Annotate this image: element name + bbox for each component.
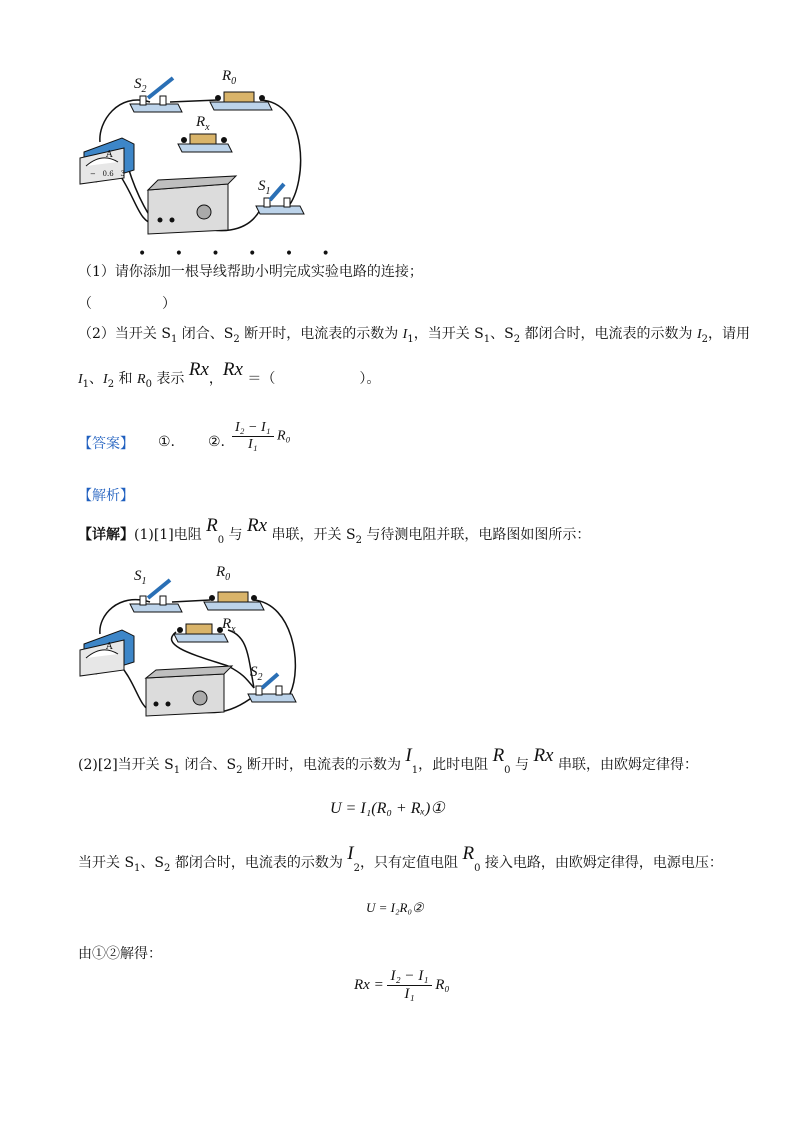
equation-3: Rx = $\frac{\text{I₂ − I₁}}{\text{I₁}}$ R₀ bbox=[354, 968, 450, 1002]
emphasis-dots: • • • • • • bbox=[138, 246, 342, 262]
part4-line: 由①②解得： bbox=[78, 946, 162, 962]
solution-r0-label: $R_0$ bbox=[216, 564, 231, 583]
solution-ammeter-letter: A bbox=[106, 642, 113, 652]
equation-1: U = I₁(R₀ + Rₓ)① bbox=[330, 800, 445, 817]
part3-line: 当开关 $S_1$、$S_2$ 都闭合时，电流表的示数为 $I_2$，只有定值电阻 $R_0$ 接入电路，由欧姆定律得，电源电压： bbox=[78, 843, 723, 874]
question-2-line2: $I_1$、$I_2$ 和 $R_0$ 表示 Rx，Rx ＝（ ）。 bbox=[78, 359, 381, 390]
circuit-diagram-question bbox=[78, 62, 318, 242]
analysis-label: 【解析】 bbox=[78, 488, 134, 504]
solution-s2-label: $S_2$ bbox=[250, 664, 263, 683]
equation-2: U = I₂R₀② bbox=[366, 900, 424, 915]
solution-s1-label: $S_1$ bbox=[134, 568, 147, 587]
question-1: （1）请你添加一根导线帮助小明完成实验电路的连接； bbox=[78, 264, 423, 280]
r0-label: $R_0$ bbox=[222, 68, 237, 87]
solution-rx-label: $R_x$ bbox=[222, 616, 236, 635]
answer-item1: ①. bbox=[158, 434, 176, 450]
ammeter-letter: A bbox=[106, 150, 113, 160]
answer-formula: $\frac{\text{I₂ − I₁}}{\text{I₁}}$ R₀ bbox=[232, 420, 290, 453]
detail-line: 【详解】(1)[1]电阻 $R_0$ 与 Rx 串联，开关 $S_2$ 与待测电阻并联，电路图如图所示： bbox=[78, 515, 591, 546]
s1-label: $S_1$ bbox=[258, 178, 271, 197]
rx-label: $R_x$ bbox=[196, 114, 210, 133]
s2-label: $S_2$ bbox=[134, 76, 147, 95]
answer-item2: ②. bbox=[208, 434, 226, 450]
circuit-diagram-solution bbox=[78, 566, 318, 722]
answer-label: 【答案】 bbox=[78, 436, 134, 452]
question-2-line1: （2）当开关 $S_1$ 闭合、$S_2$ 断开时，电流表的示数为 $I_1$，当开关 $S_1$、$S_2$ 都闭合时，电流表的示数为 $I_2$，请用 bbox=[78, 326, 751, 345]
question-1-blank: （ ） bbox=[78, 296, 176, 312]
ammeter-scale: − 0.6 3 bbox=[90, 170, 125, 178]
part2-line: (2)[2]当开关 $S_1$ 闭合、$S_2$ 断开时，电流表的示数为 $I_1$，此时电阻 $R_0$ 与 Rx 串联，由欧姆定律得： bbox=[78, 745, 698, 776]
